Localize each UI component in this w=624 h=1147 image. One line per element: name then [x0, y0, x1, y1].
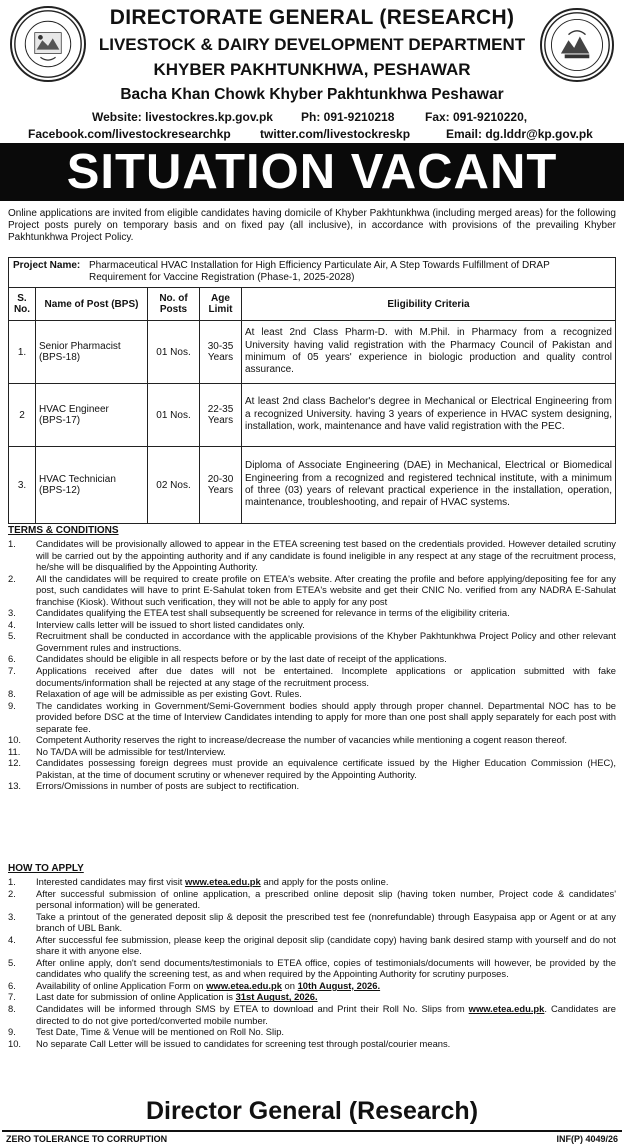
- row-age: [200, 384, 242, 447]
- row-posts: 01 Nos.: [148, 384, 200, 447]
- post-title: HVAC Technician: [39, 474, 116, 485]
- terms-item: [8, 653, 616, 665]
- apply-item: [8, 888, 616, 911]
- item-text: After successful submission of online application, a prescribed online deposit slip (having token number, Project code & candidates' personal information) will be generated.: [36, 887, 616, 911]
- item-number: 8.: [8, 688, 16, 700]
- item-number: 3.: [8, 910, 16, 922]
- facebook-link[interactable]: Facebook.com/livestockresearchkp: [28, 127, 231, 141]
- item-number: 4.: [8, 618, 16, 630]
- apply-item: [8, 876, 616, 888]
- apply-item: [8, 957, 616, 980]
- item-number: 6.: [8, 653, 16, 665]
- terms-item: [8, 734, 616, 746]
- age-range: 30-35: [207, 341, 234, 352]
- item-number: 7.: [8, 665, 16, 677]
- post-bps: (BPS-17): [39, 415, 81, 426]
- header-no-of-posts: No. of Posts: [148, 288, 200, 321]
- terms-item: [8, 746, 616, 758]
- item-text: Errors/Omissions in number of posts are subject to rectification.: [36, 780, 300, 792]
- item-number: 2.: [8, 572, 16, 584]
- header: [0, 2, 624, 152]
- item-text: Take a printout of the generated deposit slip & deposit the prescribed test fee (nonrefundable) through Easypaisa app or Agent or at any branch of UBL Bank.: [36, 910, 616, 934]
- row-criteria: Diploma of Associate Engineering (DAE) in Mechanical, Electrical or Biomedical Engineering from a recognized and registered technical institute, with a minimum of three (03) years of relevant practical experience in the installation, operation, maintenance, troubleshooting, and repair of HVAC systems.: [242, 447, 616, 524]
- row-posts: 01 Nos.: [148, 321, 200, 384]
- apply-item: [8, 991, 616, 1003]
- item-text: on: [281, 979, 298, 991]
- etea-link[interactable]: www.etea.edu.pk: [185, 876, 261, 887]
- item-text: . Candidates are directed to do not give ported/converted mobile number.: [36, 1003, 617, 1026]
- fax-text: Fax: 091-9210220,: [425, 110, 528, 124]
- item-number: 9.: [8, 1026, 16, 1038]
- item-text: Candidates will be informed through SMS by ETEA to download and Print their Roll No. Slips from: [36, 1003, 469, 1015]
- terms-item: [8, 700, 616, 735]
- project-name-row: [8, 257, 616, 287]
- item-text: Applications received after due dates will not be entertained. Incomplete applications or application submitted with fake documents/information shall be rejected at any stage of the recruitment process.: [36, 665, 616, 688]
- item-text: No separate Call Letter will be issued to candidates for screening test through postal/courier means.: [36, 1037, 451, 1049]
- project-value: Pharmaceutical HVAC Installation for High Efficiency Particulate Air, A Step Towards Fulfillment of DRAP Requirement for Vaccine Registration (Phase-1, 2025-2028): [89, 260, 550, 283]
- apply-item: [8, 1038, 616, 1050]
- item-number: 6.: [8, 979, 16, 991]
- terms-item: [8, 688, 616, 700]
- address: Bacha Khan Chowk Khyber Pakhtunkhwa Peshawar: [120, 86, 504, 103]
- terms-item: [8, 757, 616, 780]
- item-number: 10.: [8, 734, 22, 746]
- header-eligibility: Eligibility Criteria: [242, 288, 616, 321]
- row-posts: 02 Nos.: [148, 447, 200, 524]
- terms-list: [8, 538, 616, 792]
- item-number: 11.: [8, 745, 21, 757]
- item-text: Relaxation of age will be admissible as per existing Govt. Rules.: [36, 688, 302, 700]
- item-number: 2.: [8, 887, 16, 899]
- table-row: [9, 447, 616, 524]
- terms-item: [8, 573, 616, 608]
- website-text[interactable]: Website: livestockres.kp.gov.pk: [92, 110, 273, 124]
- row-post: [36, 447, 148, 524]
- item-text: Candidates should be eligible in all respects before or by the last date of receipt of the applications.: [36, 653, 447, 665]
- apply-item: [8, 1003, 616, 1026]
- province-city: KHYBER PAKHTUNKHWA, PESHAWAR: [153, 60, 471, 79]
- twitter-link[interactable]: twitter.com/livestockreskp: [260, 127, 411, 141]
- apply-item: [8, 1026, 616, 1038]
- project-label: Project Name:: [13, 260, 81, 271]
- apply-item: [8, 934, 616, 957]
- item-text: Last date for submission of online Application is: [36, 991, 236, 1003]
- directorate-title: DIRECTORATE GENERAL (RESEARCH): [109, 6, 515, 29]
- row-sno: 2: [9, 384, 36, 447]
- age-unit: Years: [207, 485, 234, 496]
- terms-item: [8, 665, 616, 688]
- item-text: Test Date, Time & Venue will be mentioned on Roll No. Slip.: [36, 1026, 285, 1038]
- age-unit: Years: [207, 415, 234, 426]
- etea-link[interactable]: www.etea.edu.pk: [206, 979, 282, 991]
- email-link[interactable]: Email: dg.lddr@kp.gov.pk: [446, 127, 593, 141]
- terms-item: [8, 619, 616, 631]
- age-range: 22-35: [207, 404, 234, 415]
- table-header-row: [9, 288, 616, 321]
- item-text: Candidates possessing foreign degrees must provide an equivalence certificate issued by the Higher Education Commission (HEC), Pakistan, at the time of document scrutiny or whenever required by the Appointing Authority.: [36, 757, 616, 780]
- footer-bar: [2, 1130, 622, 1147]
- post-title: HVAC Engineer: [39, 404, 109, 415]
- age-range: 20-30: [207, 474, 234, 485]
- item-text: Interview calls letter will be issued to short listed candidates only.: [36, 618, 305, 630]
- table-row: [9, 384, 616, 447]
- header-sno: S. No.: [9, 288, 36, 321]
- item-date: 10th August, 2026.: [297, 979, 381, 991]
- phone-text: Ph: 091-9210218: [301, 110, 395, 124]
- item-text: After successful fee submission, please keep the original deposit slip (candidate copy) having bank desired stamp with yourself and do not share it with anyone else.: [36, 933, 616, 957]
- item-text: After online apply, don't send documents/testimonials to ETEA office, copies of testimonials/documents will however, be provided by the candidates who qualify the screening test, as and when required by the Appointing Authority for scrutiny purposes.: [36, 956, 616, 980]
- terms-item: [8, 607, 616, 619]
- terms-item: [8, 538, 616, 573]
- item-number: 9.: [8, 699, 16, 711]
- situation-vacant-banner: SITUATION VACANT: [0, 143, 624, 201]
- row-sno: 3.: [9, 447, 36, 524]
- item-text: Interested candidates may first visit: [36, 876, 186, 887]
- item-number: 13.: [8, 780, 22, 792]
- age-unit: Years: [207, 352, 234, 363]
- row-age: [200, 321, 242, 384]
- item-text: and apply for the posts online.: [260, 876, 389, 887]
- intro-paragraph: Online applications are invited from eligible candidates having domicile of Khyber Pakhtunkhwa (including merged areas) for the following Project posts purely on temporary basis and on fixed pay (all inclusive), in accordance with provisions of the prevailing Khyber Pakhtunkhwa Project Policy.: [8, 208, 616, 244]
- header-age-limit: Age Limit: [200, 288, 242, 321]
- terms-heading: TERMS & CONDITIONS: [8, 525, 119, 536]
- header-post: Name of Post (BPS): [36, 288, 148, 321]
- how-to-apply-list: [8, 876, 616, 1049]
- table-row: [9, 321, 616, 384]
- posts-table: [8, 287, 616, 524]
- how-to-apply-heading: HOW TO APPLY: [8, 863, 84, 874]
- item-number: 4.: [8, 933, 16, 945]
- item-number: 1.: [8, 876, 16, 887]
- item-text: Competent Authority reserves the right to increase/decrease the number of vacancies while mentioning a cogent reason thereof.: [36, 734, 568, 746]
- item-text: All the candidates will be required to create profile on ETEA's website. After creating the profile and before applying/depositing fee for any post, such candidates will have to print E-Sahulat token from ETEA's website and get their CNIC No. verified from any NADRA E-Sahulat franchise (Kiosk). Without such verification, they will not be able to apply for any post: [36, 572, 616, 607]
- terms-item: [8, 630, 616, 653]
- item-number: 5.: [8, 630, 16, 642]
- signatory-title: Director General (Research): [145, 1097, 479, 1125]
- department-name: LIVESTOCK & DAIRY DEVELOPMENT DEPARTMENT: [98, 35, 526, 54]
- item-text: No TA/DA will be admissible for test/Interview.: [36, 745, 226, 757]
- etea-link[interactable]: www.etea.edu.pk: [468, 1003, 545, 1015]
- item-number: 1.: [8, 538, 16, 549]
- item-number: 10.: [8, 1037, 22, 1049]
- item-text: Availability of online Application Form on: [36, 979, 207, 991]
- item-text: Candidates will be provisionally allowed to appear in the ETEA screening test based on the credentials provided. However detailed scrutiny will be carried out by the appointing authority and if any candidate is found ineligible in any respect at any stage of the recruitment process, he/she will be disqualified by the Appointing Authority.: [36, 538, 616, 573]
- item-text: The candidates working in Government/Semi-Government bodies should apply through proper channel. Departmental NOC has to be provided before DSC at the time of Interview Candidates intending to apply for more than one post shall apply separately for each post with separate fee.: [36, 699, 616, 734]
- apply-item: [8, 911, 616, 934]
- inf-number: INF(P) 4049/26: [556, 1134, 618, 1144]
- item-number: 8.: [8, 1003, 16, 1015]
- row-post: [36, 321, 148, 384]
- post-title: Senior Pharmacist: [39, 341, 121, 352]
- item-number: 7.: [8, 991, 16, 1003]
- row-sno: 1.: [9, 321, 36, 384]
- item-date: 31st August, 2026.: [235, 991, 318, 1003]
- item-number: 3.: [8, 607, 16, 619]
- row-criteria: At least 2nd class Bachelor's degree in Mechanical or Electrical Engineering from a recognized University. having 3 years of experience in HVAC system designing, installation, work, maintenance and have valid registration with the PEC.: [242, 384, 616, 447]
- row-post: [36, 384, 148, 447]
- post-bps: (BPS-12): [39, 485, 81, 496]
- zero-tolerance-text: ZERO TOLERANCE TO CORRUPTION: [6, 1134, 168, 1144]
- item-text: Recruitment shall be conducted in accordance with the applicable provisions of the Khyber Pakhtunkhwa Project Policy and other relevant Government rules and instructions.: [36, 630, 616, 653]
- row-age: [200, 447, 242, 524]
- post-bps: (BPS-18): [39, 352, 81, 363]
- terms-item: [8, 780, 616, 792]
- apply-item: [8, 980, 616, 992]
- item-text: Candidates qualifying the ETEA test shall subsequently be screened for relevance in terms of the eligibility criteria.: [36, 607, 510, 619]
- item-number: 12.: [8, 757, 22, 769]
- row-criteria: At least 2nd Class Pharm-D. with M.Phil. in Pharmacy from a recognized University having valid registration with the Pharmacy Council of Pakistan and minimum of 05 years' experience in biologic production and quality control assurance.: [242, 321, 616, 384]
- item-number: 5.: [8, 956, 16, 968]
